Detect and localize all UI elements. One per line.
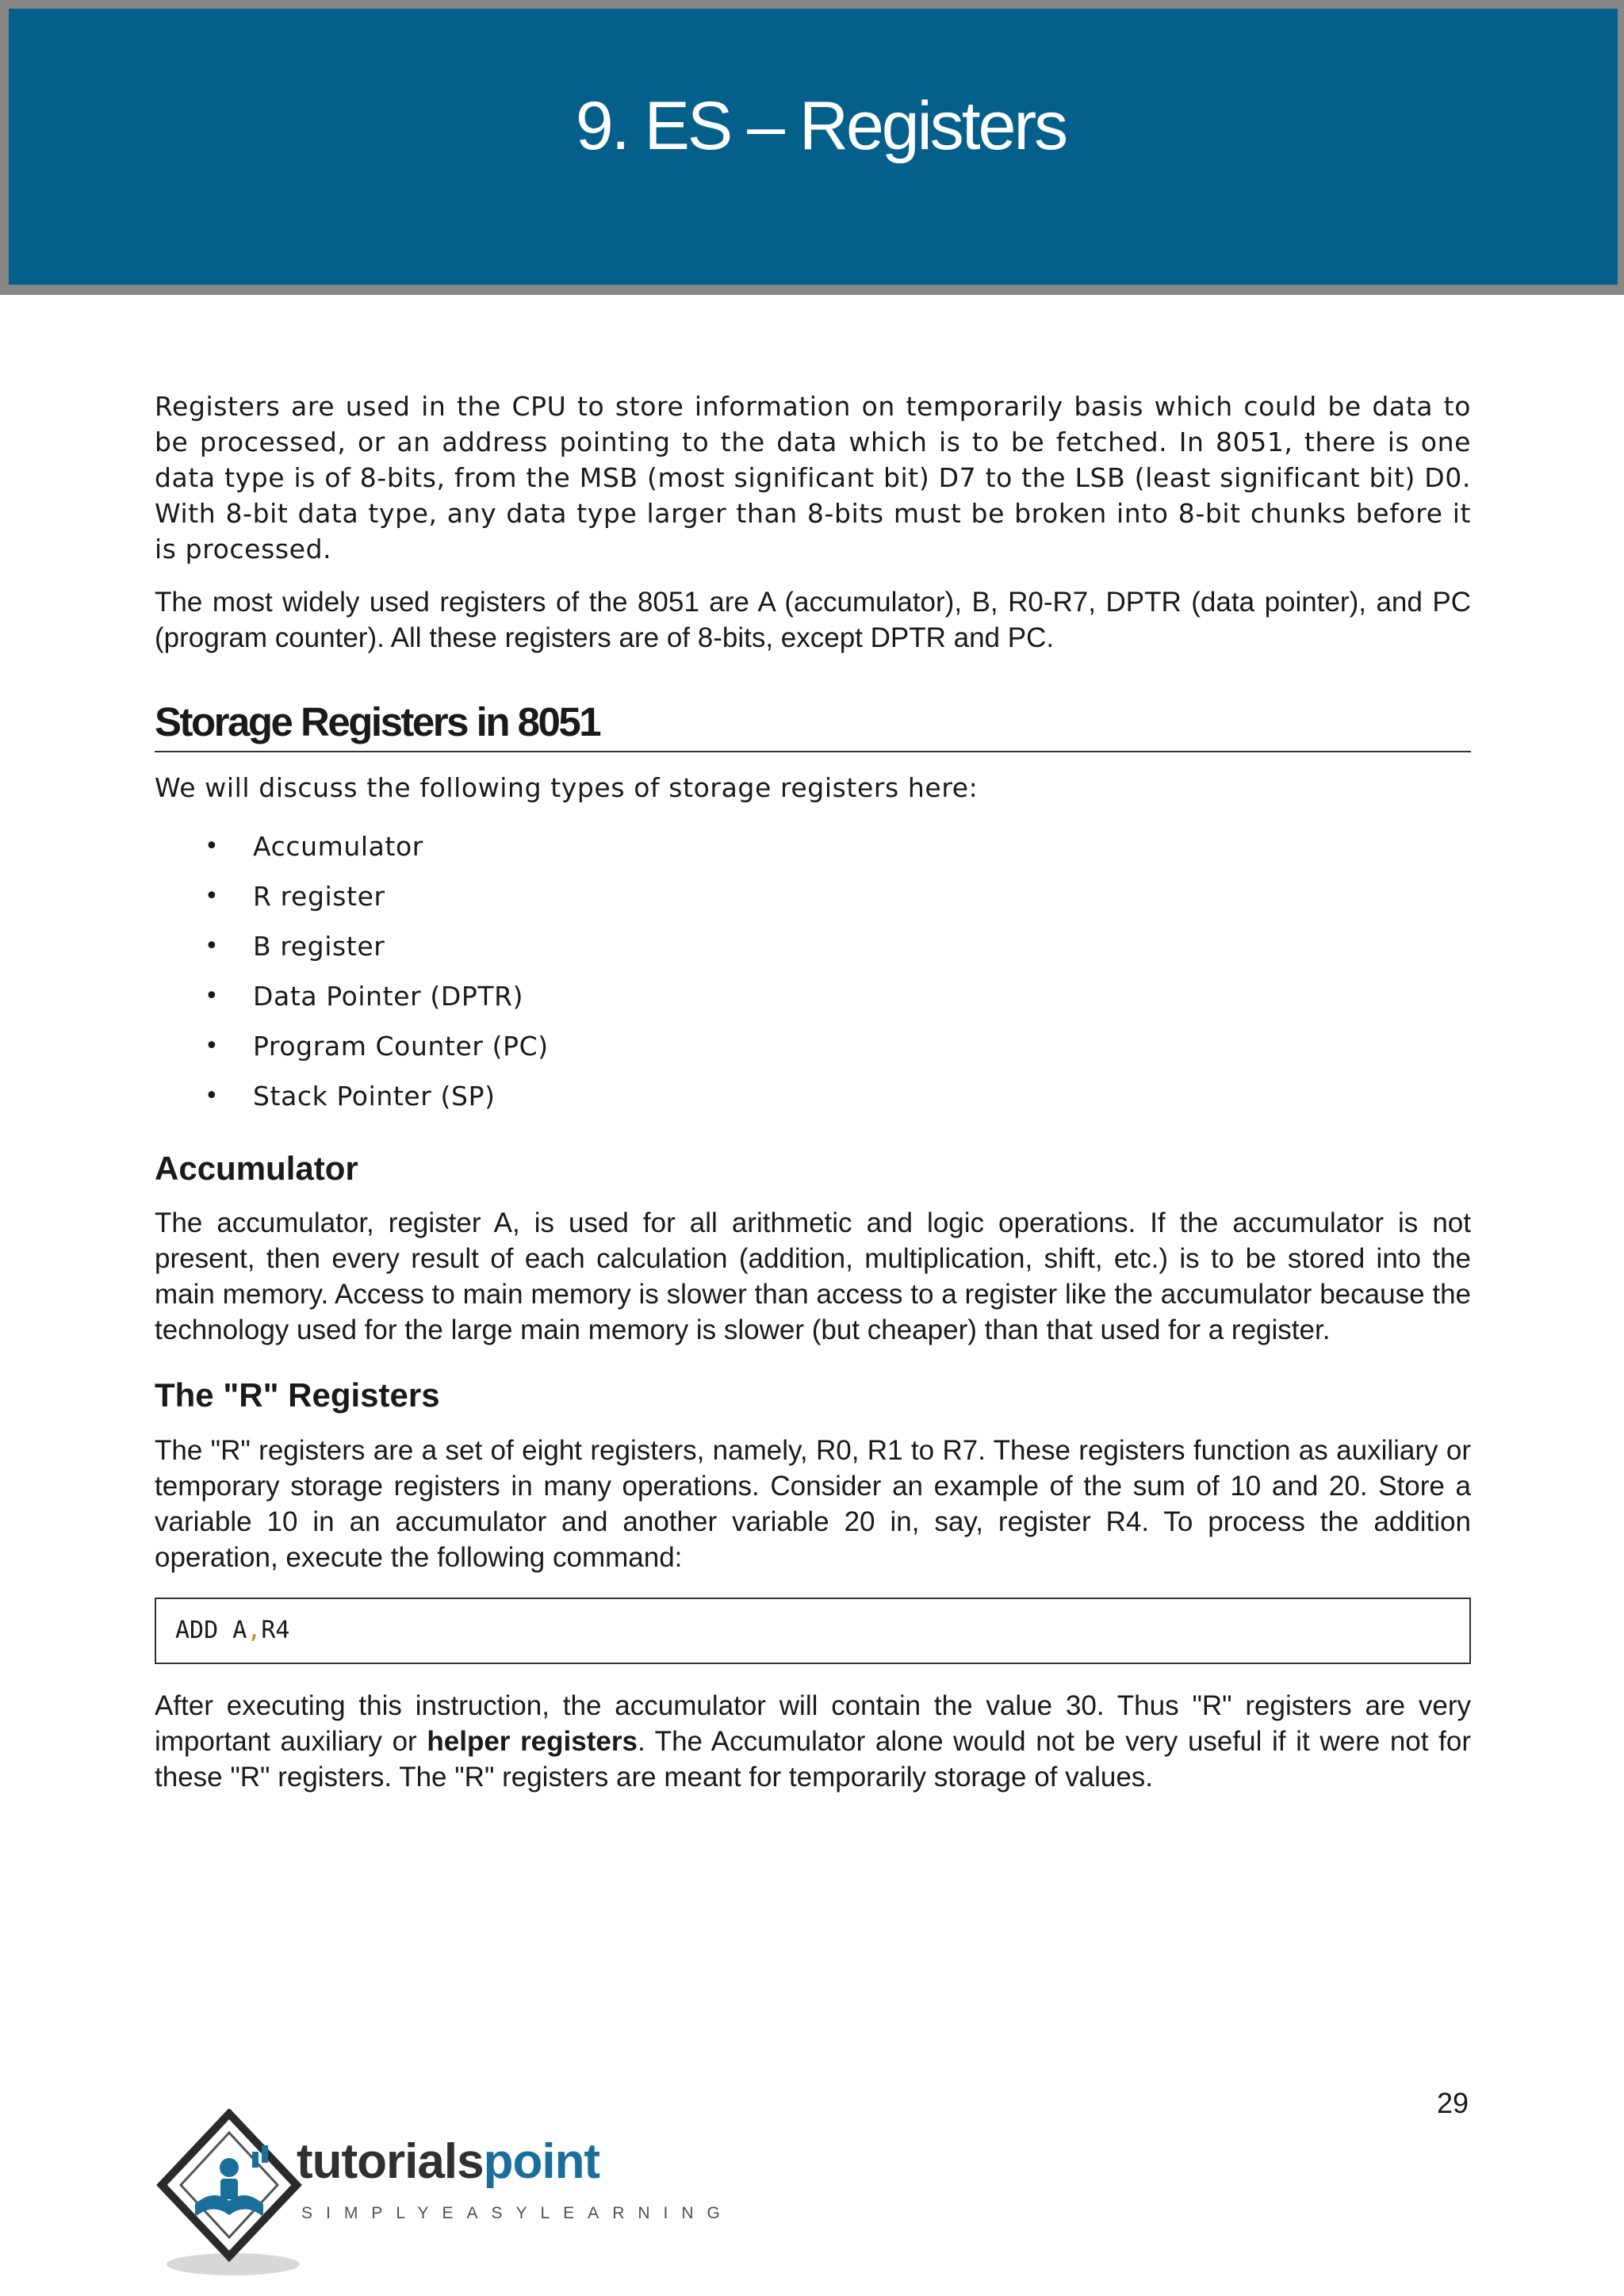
- code-part-1: ADD A: [175, 1617, 247, 1645]
- after-code-text-2: . The Accumulator alone would not be very useful if it were not for these "R" registers. The "R" registers are meant for temporarily storage of values.: [155, 1725, 1472, 1793]
- logo-word-point: point: [483, 2134, 600, 2189]
- list-item-label: Program Counter (PC): [253, 1031, 549, 1062]
- list-item-label: R register: [253, 881, 385, 913]
- logo-tagline: SIMPLYEASYLEARNING: [301, 2204, 733, 2222]
- logo-word-tutorials: tutorials: [297, 2134, 484, 2189]
- intro-paragraph-1: Registers are used in the CPU to store information on temporarily basis which could be data to be processed, or an address pointing to the data which is to be fetched. In 8051, there is one data type is of 8-bits, from the MSB (most significant bit) D7 to the LSB (least significant bit) D0. With 8-bit data type, any data type larger than 8-bits must be broken into 8-bit chunks before it is processed.: [155, 391, 1471, 564]
- chapter-banner: [0, 0, 1624, 295]
- list-item: [155, 821, 1471, 871]
- code-comma: ,: [247, 1617, 262, 1645]
- section-heading-storage-registers: Storage Registers in 8051: [155, 700, 1471, 752]
- bullet-icon: •: [205, 882, 220, 911]
- subheading-accumulator: Accumulator: [155, 1150, 358, 1188]
- bullet-icon: •: [205, 832, 220, 861]
- storage-register-list: [155, 821, 1471, 1121]
- bullet-icon: •: [205, 1032, 220, 1061]
- code-part-2: R4: [261, 1617, 290, 1645]
- tutorialspoint-logo: [154, 2109, 733, 2279]
- logo-wordmark: [297, 2134, 600, 2189]
- bullet-icon: •: [205, 1082, 220, 1111]
- page-number: 29: [1436, 2087, 1469, 2119]
- list-item: [155, 1071, 1471, 1121]
- bullet-icon: •: [205, 982, 220, 1011]
- after-code-paragraph: [155, 1688, 1471, 1795]
- list-item-label: Stack Pointer (SP): [253, 1081, 496, 1112]
- list-item: [155, 971, 1471, 1021]
- list-item: [155, 871, 1471, 921]
- code-block: [155, 1598, 1471, 1664]
- storage-intro: We will discuss the following types of storage registers here:: [155, 772, 979, 804]
- list-item-label: Data Pointer (DPTR): [253, 981, 524, 1012]
- chapter-banner-fill: [9, 9, 1618, 285]
- after-code-text-1: After executing this instruction, the accumulator will contain the value 30. Thus "R" registers are very important auxiliary or: [155, 1689, 1471, 1757]
- accumulator-paragraph: The accumulator, register A, is used for all arithmetic and logic operations. If the accumulator is not present, then every result of each calculation (addition, multiplication, shift, etc.) is to be stored into the main memory. Access to main memory is slower than access to a register like the accumulator because the technology used for the large main memory is slower (but cheaper) than that used for a register.: [155, 1207, 1471, 1346]
- after-code-bold: helper registers: [427, 1725, 638, 1757]
- logo-emblem-icon: [154, 2109, 304, 2279]
- subheading-r-registers: The "R" Registers: [155, 1376, 440, 1414]
- bullet-icon: •: [205, 932, 220, 961]
- r-registers-paragraph: The "R" registers are a set of eight registers, namely, R0, R1 to R7. These registers function as auxiliary or temporary storage registers in many operations. Consider an example of the sum of 10 and 20. Store a variable 10 in an accumulator and another variable 20 in, say, register R4. To process the addition operation, execute the following command:: [155, 1434, 1471, 1573]
- list-item-label: B register: [253, 931, 385, 962]
- list-item: [155, 921, 1471, 971]
- list-item: [155, 1021, 1471, 1071]
- chapter-title: 9. ES – Registers: [575, 88, 1067, 164]
- intro-paragraph-2: The most widely used registers of the 8051 are A (accumulator), B, R0-R7, DPTR (data pointer), and PC (program counter). All these registers are of 8-bits, except DPTR and PC.: [155, 587, 1471, 653]
- page-content: [155, 388, 1471, 1812]
- list-item-label: Accumulator: [253, 831, 423, 863]
